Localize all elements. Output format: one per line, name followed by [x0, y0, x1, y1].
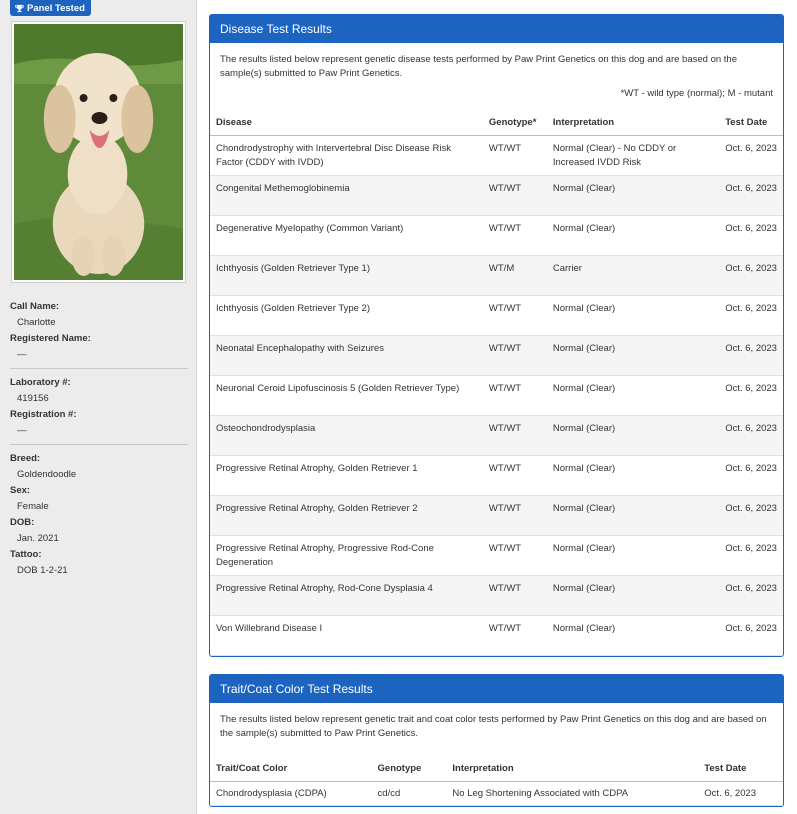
result-name-cell: Ichthyosis (Golden Retriever Type 1) — [210, 255, 483, 295]
table-row — [210, 455, 783, 495]
dog-photo — [11, 21, 186, 283]
result-name-cell: Progressive Retinal Atrophy, Progressive Rod-Cone Degeneration — [210, 535, 483, 575]
registered-name-value: — — [17, 349, 27, 360]
genotype-cell: WT/WT — [483, 215, 547, 255]
disease-results-table — [210, 111, 783, 656]
registration-number-label: Registration #: — [10, 409, 77, 420]
interpretation-cell: Normal (Clear) — [547, 175, 719, 215]
breed-value: Goldendoodle — [17, 469, 77, 480]
dog-info — [10, 299, 188, 579]
interpretation-cell: Normal (Clear) — [547, 535, 719, 575]
table-row — [210, 535, 783, 575]
call-name-label: Call Name: — [10, 301, 60, 312]
table-row — [210, 375, 783, 415]
panel-tested-badge — [10, 0, 91, 16]
column-header-interpretation: Interpretation — [446, 757, 698, 781]
column-header-test-date: Test Date — [698, 757, 783, 781]
divider — [10, 368, 188, 369]
tattoo-value: DOB 1-2-21 — [17, 565, 68, 576]
registration-number-value: — — [17, 425, 27, 436]
call-name-value: Charlotte — [17, 317, 56, 328]
interpretation-cell: No Leg Shortening Associated with CDPA — [446, 781, 698, 805]
test-date-cell: Oct. 6, 2023 — [719, 575, 783, 615]
test-date-cell: Oct. 6, 2023 — [719, 535, 783, 575]
interpretation-cell: Normal (Clear) — [547, 215, 719, 255]
test-date-cell: Oct. 6, 2023 — [719, 495, 783, 535]
table-row — [210, 335, 783, 375]
trait-panel-description: The results listed below represent genetic trait and coat color tests performed by Paw Print Genetics on this dog and are based on the sample(s) submitted to Paw Print Genetics. — [220, 714, 767, 739]
genotype-legend-note: *WT - wild type (normal); M - mutant — [620, 88, 773, 99]
interpretation-cell: Normal (Clear) — [547, 495, 719, 535]
genotype-cell: WT/WT — [483, 175, 547, 215]
genotype-cell: WT/WT — [483, 535, 547, 575]
test-date-cell: Oct. 6, 2023 — [719, 215, 783, 255]
table-row — [210, 415, 783, 455]
test-date-cell: Oct. 6, 2023 — [719, 135, 783, 175]
result-name-cell: Progressive Retinal Atrophy, Golden Retriever 1 — [210, 455, 483, 495]
table-row — [210, 575, 783, 615]
dob-label: DOB: — [10, 517, 35, 528]
result-name-cell: Neuronal Ceroid Lipofuscinosis 5 (Golden Retriever Type) — [210, 375, 483, 415]
genotype-cell: WT/WT — [483, 295, 547, 335]
test-date-cell: Oct. 6, 2023 — [719, 375, 783, 415]
test-date-cell: Oct. 6, 2023 — [719, 335, 783, 375]
genotype-cell: WT/WT — [483, 575, 547, 615]
test-date-cell: Oct. 6, 2023 — [719, 255, 783, 295]
column-header-disease: Disease — [210, 111, 483, 135]
result-name-cell: Ichthyosis (Golden Retriever Type 2) — [210, 295, 483, 335]
breed-label: Breed: — [10, 453, 41, 464]
interpretation-cell: Normal (Clear) - No CDDY or Increased IVDD Risk — [547, 135, 719, 175]
interpretation-cell: Normal (Clear) — [547, 455, 719, 495]
genotype-cell: cd/cd — [372, 781, 447, 805]
table-row — [210, 215, 783, 255]
disease-panel-description: The results listed below represent genetic disease tests performed by Paw Print Genetics on this dog and are based on the sample(s) submitted to Paw Print Genetics. — [220, 54, 737, 79]
column-header-genotype: Genotype* — [483, 111, 547, 135]
laboratory-number-label: Laboratory #: — [10, 377, 71, 388]
tattoo-label: Tattoo: — [10, 549, 42, 560]
divider — [10, 444, 188, 445]
table-row — [210, 135, 783, 175]
disease-results-panel — [209, 14, 784, 657]
column-header-trait: Trait/Coat Color — [210, 757, 372, 781]
result-name-cell: Chondrodysplasia (CDPA) — [210, 781, 372, 805]
interpretation-cell: Normal (Clear) — [547, 615, 719, 655]
genotype-cell: WT/WT — [483, 455, 547, 495]
genotype-cell: WT/WT — [483, 335, 547, 375]
test-date-cell: Oct. 6, 2023 — [698, 781, 783, 805]
table-row — [210, 615, 783, 655]
table-row — [210, 175, 783, 215]
genotype-cell: WT/WT — [483, 135, 547, 175]
test-date-cell: Oct. 6, 2023 — [719, 415, 783, 455]
result-name-cell: Degenerative Myelopathy (Common Variant) — [210, 215, 483, 255]
genotype-cell: WT/WT — [483, 615, 547, 655]
trait-panel-title: Trait/Coat Color Test Results — [210, 675, 783, 703]
genotype-cell: WT/WT — [483, 375, 547, 415]
disease-panel-title: Disease Test Results — [210, 15, 783, 43]
interpretation-cell: Carrier — [547, 255, 719, 295]
interpretation-cell: Normal (Clear) — [547, 295, 719, 335]
sex-value: Female — [17, 501, 49, 512]
table-row — [210, 781, 783, 805]
genotype-cell: WT/M — [483, 255, 547, 295]
result-name-cell: Congenital Methemoglobinemia — [210, 175, 483, 215]
interpretation-cell: Normal (Clear) — [547, 335, 719, 375]
panel-tested-label: Panel Tested — [27, 2, 85, 14]
dob-value: Jan. 2021 — [17, 533, 59, 544]
result-name-cell: Progressive Retinal Atrophy, Golden Retriever 2 — [210, 495, 483, 535]
result-name-cell: Neonatal Encephalopathy with Seizures — [210, 335, 483, 375]
test-date-cell: Oct. 6, 2023 — [719, 455, 783, 495]
sex-label: Sex: — [10, 485, 31, 496]
laboratory-number-value: 419156 — [17, 393, 49, 404]
trait-results-table — [210, 757, 783, 806]
test-date-cell: Oct. 6, 2023 — [719, 615, 783, 655]
table-row — [210, 295, 783, 335]
interpretation-cell: Normal (Clear) — [547, 575, 719, 615]
column-header-test-date: Test Date — [719, 111, 783, 135]
test-date-cell: Oct. 6, 2023 — [719, 175, 783, 215]
trait-results-panel — [209, 674, 784, 807]
column-header-interpretation: Interpretation — [547, 111, 719, 135]
column-header-genotype: Genotype — [372, 757, 447, 781]
trophy-icon — [15, 4, 24, 13]
result-name-cell: Chondrodystrophy with Intervertebral Disc Disease Risk Factor (CDDY with IVDD) — [210, 135, 483, 175]
result-name-cell: Von Willebrand Disease I — [210, 615, 483, 655]
result-name-cell: Osteochondrodysplasia — [210, 415, 483, 455]
dog-profile-sidebar — [0, 0, 197, 814]
genotype-cell: WT/WT — [483, 415, 547, 455]
interpretation-cell: Normal (Clear) — [547, 415, 719, 455]
registered-name-label: Registered Name: — [10, 333, 91, 344]
result-name-cell: Progressive Retinal Atrophy, Rod-Cone Dysplasia 4 — [210, 575, 483, 615]
test-date-cell: Oct. 6, 2023 — [719, 295, 783, 335]
table-row — [210, 495, 783, 535]
table-row — [210, 255, 783, 295]
genotype-cell: WT/WT — [483, 495, 547, 535]
interpretation-cell: Normal (Clear) — [547, 375, 719, 415]
